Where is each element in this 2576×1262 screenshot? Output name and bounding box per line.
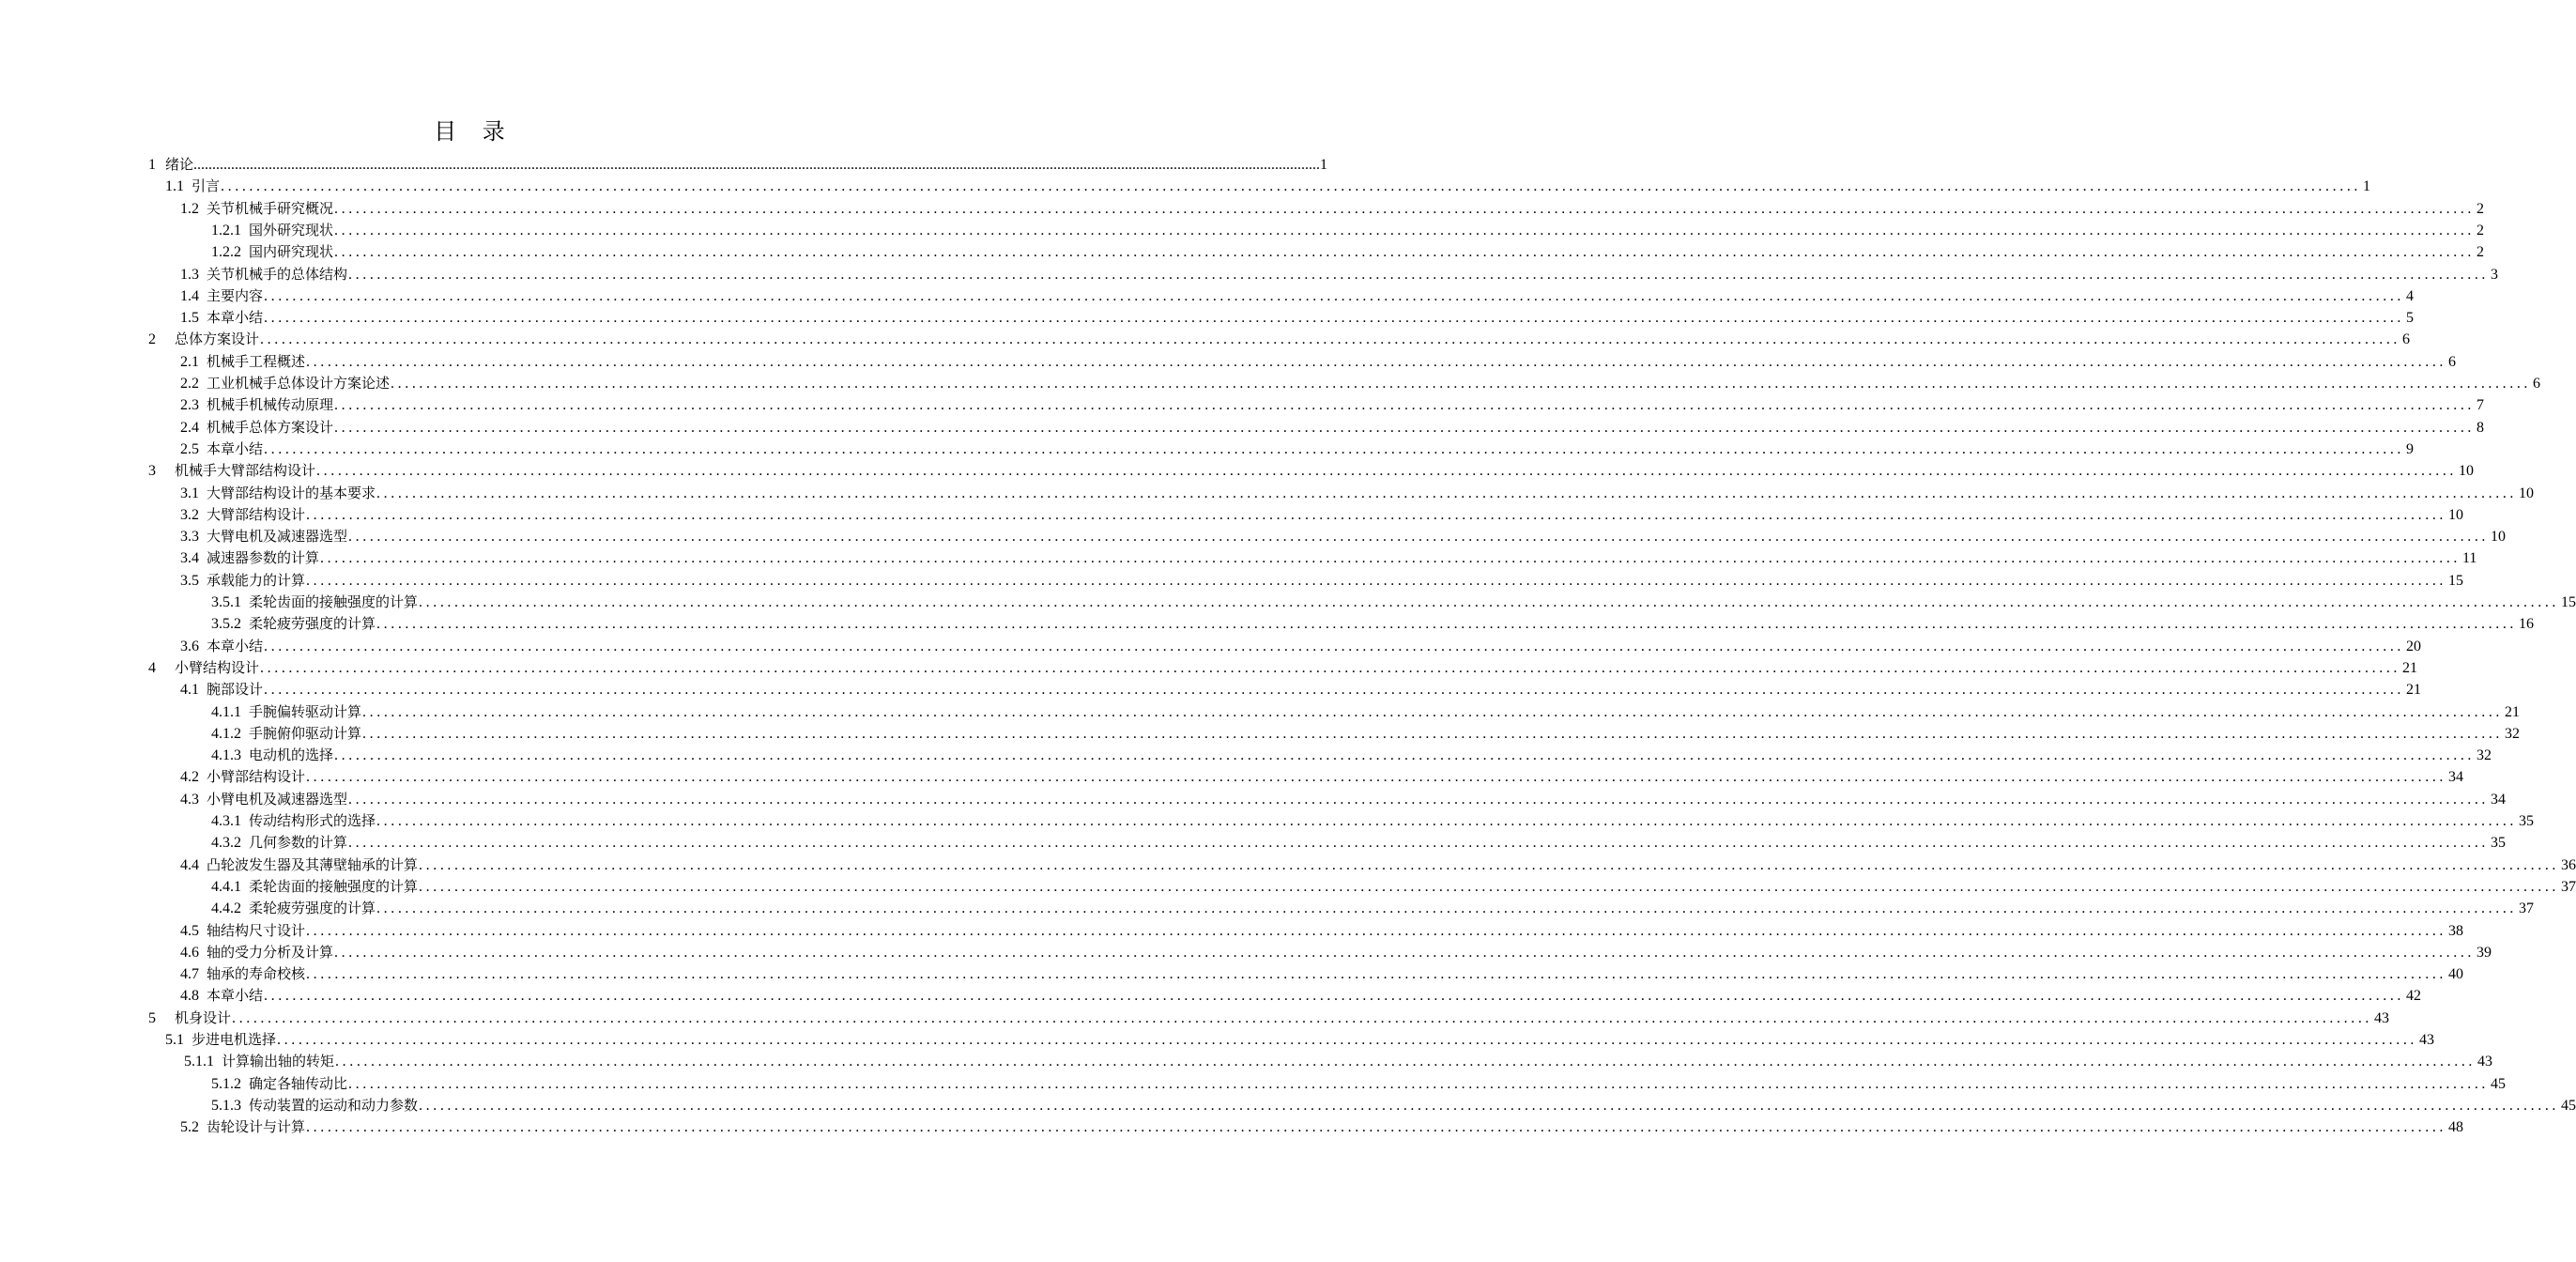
toc-entry[interactable] — [180, 417, 2485, 439]
toc-dot-leader: ............................................................................................................................................................................................................................................................................................................ — [334, 200, 2476, 217]
toc-dot-leader: ............................................................................................................................................................................................................................................................................................................ — [419, 594, 2560, 610]
toc-entry[interactable] — [180, 636, 2422, 657]
toc-entry[interactable] — [211, 723, 2521, 745]
toc-entry-number: 4 — [148, 659, 156, 676]
toc-entry-number: 5.2 — [180, 1119, 199, 1136]
toc-page-number: 21 — [2402, 659, 2418, 676]
toc-entry-title: 机械手总体方案设计 — [207, 418, 334, 436]
toc-entry-title: 轴的受力分析及计算 — [207, 943, 334, 961]
toc-entry-number: 4.3 — [180, 791, 199, 808]
toc-page-number: 36 — [2561, 856, 2576, 873]
toc-dot-leader: ............................................................................................................................................................................................................................................................................................................ — [306, 572, 2447, 589]
toc-entry[interactable] — [180, 985, 2422, 1007]
toc-dot-leader: ............................................................................................................................................................................................................................................................................................................ — [316, 463, 2458, 480]
toc-dot-leader: ............................................................................................................................................................................................................................................................................................................ — [306, 506, 2447, 523]
toc-entry-title: 工业机械手总体设计方案论述 — [207, 375, 391, 392]
toc-page-number: 35 — [2519, 813, 2535, 829]
toc-entry-number: 2.5 — [180, 440, 199, 457]
toc-entry-number: 4.3.1 — [211, 813, 241, 829]
toc-entry[interactable] — [180, 766, 2464, 788]
toc-entry[interactable] — [180, 285, 2415, 307]
toc-entry[interactable] — [180, 1116, 2464, 1138]
toc-dot-leader: ............................................................................................................................................................................................................................................................................................................ — [376, 616, 2518, 633]
toc-dot-leader: ............................................................................................................................................................................................................................................................................................................ — [264, 287, 2405, 304]
toc-entry-number: 1.4 — [180, 287, 199, 304]
toc-entry-title: 引言 — [192, 177, 221, 195]
toc-dot-leader: ............................................................................................................................................................................................................................................................................................................ — [376, 813, 2518, 829]
toc-dot-leader: ............................................................................................................................................................................................................................................................................................................ — [306, 966, 2447, 983]
toc-page-number: 38 — [2448, 922, 2464, 939]
toc-page-number: 15 — [2448, 572, 2464, 589]
toc-dot-leader: ............................................................................................................................................................................................................................................................................................................ — [260, 659, 2401, 676]
toc-entry[interactable] — [184, 1051, 2493, 1072]
toc-entry[interactable] — [180, 394, 2485, 416]
toc-dot-leader: ............................................................................................................................................................................................................................................................................................................ — [264, 638, 2405, 654]
toc-dot-leader: ............................................................................................................................................................................................................................................................................................................ — [376, 485, 2518, 501]
toc-entry-number: 4.1 — [180, 682, 199, 699]
toc-page-number: 1 — [1320, 157, 1328, 173]
toc-entry[interactable] — [211, 220, 2485, 241]
toc-page-number: 10 — [2519, 485, 2535, 501]
toc-entry[interactable] — [180, 373, 2541, 394]
toc-entry-number: 4.5 — [180, 922, 199, 939]
toc-dot-leader: ............................................................................................................................................................................................................................................................................................................ — [419, 878, 2560, 895]
toc-entry-number: 1.2.2 — [211, 244, 241, 261]
toc-entry-number: 4.6 — [180, 944, 199, 961]
toc-entry[interactable] — [180, 439, 2415, 460]
toc-entry-number: 1.2.1 — [211, 222, 241, 239]
toc-entry[interactable] — [148, 657, 2418, 679]
toc-entry-number: 3.2 — [180, 506, 199, 523]
toc-dot-leader: ............................................................................................................................................................................................................................................................................................................ — [362, 703, 2504, 720]
toc-dot-leader: ............................................................................................................................................................................................................................................................................................................ — [348, 791, 2490, 808]
toc-entry-title: 关节机械手的总体结构 — [207, 265, 348, 283]
toc-entry-number: 2.4 — [180, 419, 199, 436]
toc-entry-number: 5.1.1 — [184, 1054, 214, 1070]
toc-entry-title: 手腕偏转驱动计算 — [249, 702, 362, 720]
toc-page-number: 40 — [2448, 966, 2464, 983]
toc-entry-title: 传动装置的运动和动力参数 — [249, 1096, 419, 1114]
toc-entry-title: 国内研究现状 — [249, 243, 334, 261]
toc-entry[interactable] — [148, 154, 1328, 176]
toc-entry[interactable] — [148, 329, 2411, 350]
toc-entry[interactable] — [180, 483, 2535, 504]
toc-entry[interactable] — [180, 198, 2485, 220]
toc-entry[interactable] — [180, 264, 2499, 285]
toc-page-number: 1 — [2363, 178, 2371, 195]
toc-page-number: 7 — [2476, 397, 2485, 414]
toc-page-number: 11 — [2462, 550, 2477, 567]
toc-page-number: 9 — [2406, 440, 2415, 457]
toc-page-number: 39 — [2476, 944, 2492, 961]
toc-entry[interactable] — [180, 351, 2457, 373]
toc-entry[interactable] — [211, 832, 2507, 854]
toc-page-number: 32 — [2505, 725, 2521, 742]
toc-entry-number: 3 — [148, 463, 156, 480]
toc-entry[interactable] — [180, 789, 2507, 810]
toc-entry-title: 机械手工程概述 — [207, 352, 306, 370]
page-title: 目 录 — [434, 118, 514, 145]
toc-entry-title: 小臂电机及减速器选型 — [207, 790, 348, 808]
toc-entry-title: 本章小结 — [207, 439, 264, 457]
toc-entry-title: 手腕俯仰驱动计算 — [249, 724, 362, 742]
toc-entry[interactable] — [211, 1095, 2576, 1116]
toc-entry-title: 本章小结 — [207, 987, 264, 1005]
toc-entry-title: 小臂部结构设计 — [207, 768, 306, 786]
toc-page-number: 16 — [2519, 616, 2535, 633]
toc-entry-title: 大臂部结构设计 — [207, 505, 306, 523]
toc-entry[interactable] — [180, 854, 2576, 876]
toc-page-number: 48 — [2448, 1119, 2464, 1136]
toc-page-number: 35 — [2491, 835, 2507, 852]
toc-entry-title: 腕部设计 — [207, 681, 264, 699]
toc-page-number: 6 — [2448, 353, 2457, 370]
toc-page-number: 6 — [2402, 331, 2411, 348]
toc-dot-leader: ............................................................................................................................................................................................................................................................................................................ — [362, 725, 2504, 742]
toc-entry-title: 传动结构形式的选择 — [249, 812, 376, 829]
toc-entry-number: 3.4 — [180, 550, 199, 567]
toc-entry-title: 小臂结构设计 — [175, 658, 260, 676]
toc-entry[interactable] — [180, 526, 2507, 547]
toc-dot-leader: ............................................................................................................................................................................................................................................................................................................ — [264, 310, 2405, 327]
toc-dot-leader: ............................................................................................................................................................................................................................................................................................................ — [193, 157, 1321, 173]
toc-dot-leader: ............................................................................................................................................................................................................................................................................................................ — [348, 529, 2490, 546]
toc-entry-number: 3.5 — [180, 572, 199, 589]
toc-entry[interactable] — [180, 570, 2464, 592]
toc-dot-leader: ............................................................................................................................................................................................................................................................................................................ — [264, 988, 2405, 1005]
toc-dot-leader: ............................................................................................................................................................................................................................................................................................................ — [306, 922, 2447, 939]
toc-entry-number: 5 — [148, 1009, 156, 1026]
toc-dot-leader: ............................................................................................................................................................................................................................................................................................................ — [419, 856, 2560, 873]
toc-entry-title: 机身设计 — [175, 1008, 232, 1026]
toc-entry[interactable] — [211, 898, 2535, 919]
toc-entry-title: 主要内容 — [207, 286, 264, 304]
toc-entry-number: 1.2 — [180, 200, 199, 217]
toc-entry-title: 轴承的寿命校核 — [207, 965, 306, 983]
toc-entry-number: 5.1.2 — [211, 1075, 241, 1092]
toc-entry[interactable] — [211, 810, 2535, 832]
toc-dot-leader: ............................................................................................................................................................................................................................................................................................................ — [348, 266, 2490, 283]
toc-page-number: 2 — [2476, 222, 2485, 239]
toc-entry-title: 减速器参数的计算 — [207, 549, 320, 567]
toc-entry-title: 绪论 — [165, 156, 194, 173]
toc-page-number: 5 — [2406, 310, 2415, 327]
toc-entry-title: 齿轮设计与计算 — [207, 1118, 306, 1136]
toc-page-number: 32 — [2476, 747, 2492, 764]
toc-entry[interactable] — [180, 547, 2477, 569]
toc-page-number: 45 — [2561, 1097, 2576, 1114]
toc-entry-number: 4.1.2 — [211, 725, 241, 742]
toc-entry-number: 4.4.2 — [211, 900, 241, 917]
toc-dot-leader: ............................................................................................................................................................................................................................................................................................................ — [419, 1097, 2560, 1114]
toc-dot-leader: ............................................................................................................................................................................................................................................................................................................ — [221, 178, 2362, 195]
toc-page-number: 45 — [2491, 1075, 2507, 1092]
toc-entry-title: 本章小结 — [207, 309, 264, 327]
toc-entry-number: 3.1 — [180, 485, 199, 501]
toc-page-number: 21 — [2406, 682, 2422, 699]
toc-entry[interactable] — [180, 920, 2464, 942]
toc-page-number: 15 — [2561, 594, 2576, 610]
toc-page-number: 10 — [2448, 506, 2464, 523]
toc-page-number: 34 — [2491, 791, 2507, 808]
toc-entry-title: 电动机的选择 — [249, 746, 334, 764]
toc-entry-number: 4.4.1 — [211, 878, 241, 895]
toc-entry-number: 1 — [148, 157, 156, 173]
toc-entry-title: 承载能力的计算 — [207, 571, 306, 589]
toc-entry-title: 机械手大臂部结构设计 — [175, 462, 316, 480]
toc-dot-leader: ............................................................................................................................................................................................................................................................................................................ — [334, 244, 2476, 261]
toc-dot-leader: ............................................................................................................................................................................................................................................................................................................ — [260, 331, 2401, 348]
toc-entry-title: 柔轮疲劳强度的计算 — [249, 615, 376, 633]
toc-page-number: 43 — [2477, 1054, 2493, 1070]
toc-dot-leader: ............................................................................................................................................................................................................................................................................................................ — [334, 419, 2476, 436]
toc-entry-number: 4.2 — [180, 769, 199, 786]
toc-entry-title: 确定各轴传动比 — [249, 1074, 348, 1092]
toc-entry[interactable] — [165, 1029, 2435, 1051]
toc-page-number: 42 — [2406, 988, 2422, 1005]
toc-entry-number: 5.1 — [165, 1032, 184, 1048]
toc-entry[interactable] — [211, 592, 2576, 613]
toc-page-number: 34 — [2448, 769, 2464, 786]
toc-entry[interactable] — [180, 679, 2422, 700]
toc-entry-title: 步进电机选择 — [192, 1031, 277, 1048]
toc-dot-leader: ............................................................................................................................................................................................................................................................................................................ — [264, 682, 2405, 699]
toc-entry[interactable] — [180, 963, 2464, 985]
toc-entry-title: 凸轮波发生器及其薄壁轴承的计算 — [207, 855, 419, 873]
toc-entry-title: 本章小结 — [207, 637, 264, 654]
toc-dot-leader: ............................................................................................................................................................................................................................................................................................................ — [348, 835, 2490, 852]
toc-entry-title: 轴结构尺寸设计 — [207, 921, 306, 939]
toc-entry-title: 国外研究现状 — [249, 221, 334, 239]
toc-entry-title: 大臂电机及减速器选型 — [207, 528, 348, 546]
toc-entry[interactable] — [180, 942, 2492, 963]
toc-dot-leader: ............................................................................................................................................................................................................................................................................................................ — [334, 944, 2476, 961]
toc-dot-leader: ............................................................................................................................................................................................................................................................................................................ — [334, 397, 2476, 414]
toc-entry-number: 1.3 — [180, 266, 199, 283]
toc-dot-leader: ............................................................................................................................................................................................................................................................................................................ — [306, 353, 2447, 370]
toc-entry[interactable] — [211, 241, 2485, 263]
toc-entry-title: 关节机械手研究概况 — [207, 199, 334, 217]
toc-entry-number: 3.5.1 — [211, 594, 241, 610]
toc-entry-number: 3.3 — [180, 529, 199, 546]
toc-dot-leader: ............................................................................................................................................................................................................................................................................................................ — [335, 1054, 2476, 1070]
toc-entry-title: 柔轮齿面的接触强度的计算 — [249, 593, 419, 610]
toc-entry[interactable] — [211, 1073, 2507, 1095]
toc-page-number: 3 — [2491, 266, 2499, 283]
toc-entry[interactable] — [165, 176, 2371, 197]
toc-dot-leader: ............................................................................................................................................................................................................................................................................................................ — [277, 1032, 2418, 1048]
toc-entry-number: 1.1 — [165, 178, 184, 195]
toc-entry-number: 4.7 — [180, 966, 199, 983]
toc-entry-number: 4.8 — [180, 988, 199, 1005]
toc-dot-leader: ............................................................................................................................................................................................................................................................................................................ — [376, 900, 2518, 917]
toc-dot-leader: ............................................................................................................................................................................................................................................................................................................ — [348, 1075, 2490, 1092]
toc-entry-title: 总体方案设计 — [175, 331, 260, 348]
toc-page-number: 43 — [2374, 1009, 2390, 1026]
toc-dot-leader: ............................................................................................................................................................................................................................................................................................................ — [232, 1009, 2373, 1026]
toc-entry-title: 计算输出轴的转矩 — [222, 1053, 335, 1070]
toc-entry-number: 3.5.2 — [211, 616, 241, 633]
toc-entry-number: 2.2 — [180, 376, 199, 392]
toc-entry[interactable] — [148, 1008, 2390, 1029]
toc-entry-number: 3.6 — [180, 638, 199, 654]
toc-page-number: 10 — [2491, 529, 2507, 546]
toc-entry[interactable] — [148, 460, 2475, 482]
toc-entry-title: 大臂部结构设计的基本要求 — [207, 484, 376, 501]
toc-entry-number: 2.1 — [180, 353, 199, 370]
toc-page-number: 8 — [2476, 419, 2485, 436]
toc-entry[interactable] — [211, 701, 2521, 723]
toc-page-number: 20 — [2406, 638, 2422, 654]
toc-dot-leader: ............................................................................................................................................................................................................................................................................................................ — [320, 550, 2461, 567]
toc-page-number: 10 — [2459, 463, 2475, 480]
toc-entry[interactable] — [180, 504, 2464, 526]
toc-page-number: 37 — [2519, 900, 2535, 917]
toc-entry[interactable] — [211, 613, 2535, 635]
toc-entry-title: 柔轮疲劳强度的计算 — [249, 900, 376, 917]
toc-entry[interactable] — [211, 745, 2492, 766]
toc-dot-leader: ............................................................................................................................................................................................................................................................................................................ — [306, 1119, 2447, 1136]
toc-page-number: 2 — [2476, 200, 2485, 217]
toc-page-number: 2 — [2476, 244, 2485, 261]
toc-entry[interactable] — [180, 307, 2415, 329]
toc-entry-number: 4.4 — [180, 856, 199, 873]
toc-entry[interactable] — [211, 876, 2576, 898]
toc-page-number: 37 — [2561, 878, 2576, 895]
toc-page-number: 43 — [2419, 1032, 2435, 1048]
toc-page-number: 4 — [2406, 287, 2415, 304]
toc-entry-number: 2 — [148, 331, 156, 348]
toc-entry-title: 几何参数的计算 — [249, 834, 348, 852]
toc-entry-number: 2.3 — [180, 397, 199, 414]
toc-dot-leader: ............................................................................................................................................................................................................................................................................................................ — [391, 376, 2532, 392]
toc-page-number: 21 — [2505, 703, 2521, 720]
toc-page-number: 6 — [2533, 376, 2541, 392]
toc-dot-leader: ............................................................................................................................................................................................................................................................................................................ — [306, 769, 2447, 786]
toc-entry-title: 机械手机械传动原理 — [207, 396, 334, 414]
toc-entry-title: 柔轮齿面的接触强度的计算 — [249, 877, 419, 895]
toc-dot-leader: ............................................................................................................................................................................................................................................................................................................ — [334, 747, 2476, 764]
toc-dot-leader: ............................................................................................................................................................................................................................................................................................................ — [264, 440, 2405, 457]
toc-entry-number: 1.5 — [180, 310, 199, 327]
toc-dot-leader: ............................................................................................................................................................................................................................................................................................................ — [334, 222, 2476, 239]
toc-entry-number: 4.3.2 — [211, 835, 241, 852]
toc-entry-number: 4.1.3 — [211, 747, 241, 764]
toc-entry-number: 4.1.1 — [211, 703, 241, 720]
toc-entry-number: 5.1.3 — [211, 1097, 241, 1114]
